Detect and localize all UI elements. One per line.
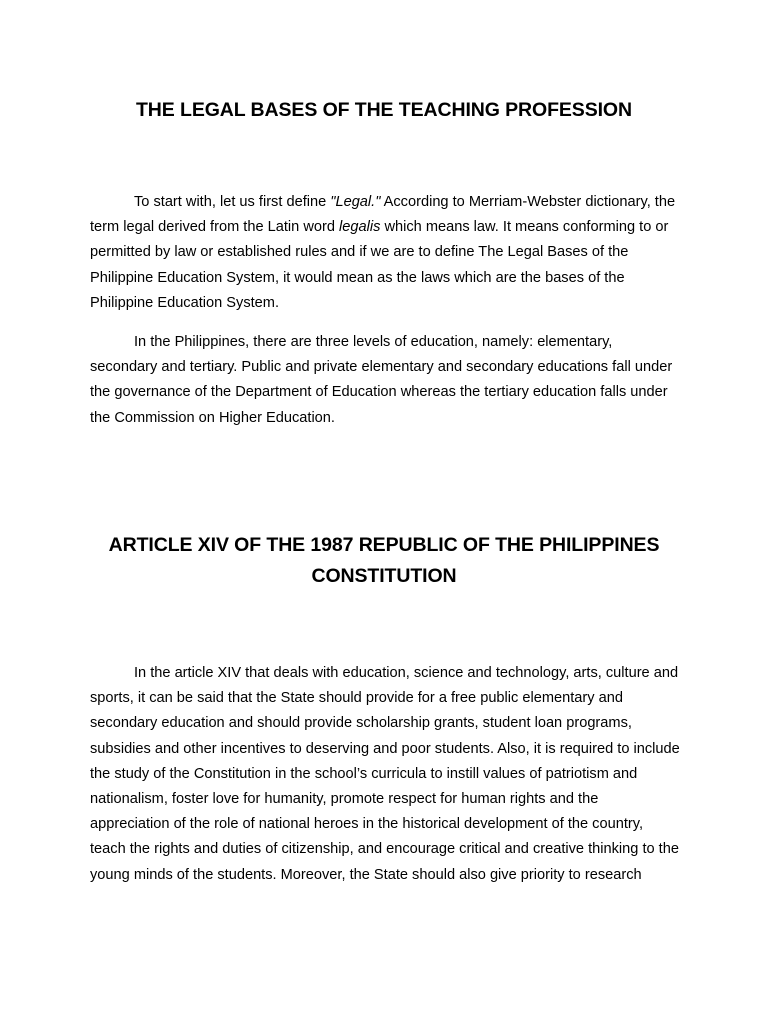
section-heading-line1: ARTICLE XIV OF THE 1987 REPUBLIC OF THE PHILIPPINES: [108, 534, 660, 556]
section-heading-line2: CONSTITUTION: [311, 565, 457, 587]
paragraph-text: According to Merriam-Webster dictionary, the term legal derived from the Latin word: [90, 194, 676, 236]
section-heading: [60, 530, 708, 592]
paragraph-legal-definition: [90, 190, 680, 316]
paragraph-text: To start with, let us first define: [134, 194, 331, 210]
latin-word: legalis: [339, 219, 381, 236]
legal-term: "Legal.": [330, 194, 381, 210]
paragraph-article-xiv: In the article XIV that deals with education, science and technology, arts, culture and sports, it can be said that the State should provide for a free public elementary and secondary education and should provide scholarship grants, student loan programs, subsidies and other incentives to deserving and poor students. Also, it is required to include the study of the Constitution in the school’s curricula to instill values of patriotism and nationalism, foster love for humanity, promote respect for human rights and the appreciation of the role of national heroes in the historical development of the country, teach the rights and duties of citizenship, and encourage critical and creative thinking to the young minds of the students. Moreover, the State should also give priority to research: [90, 665, 680, 883]
paragraph-text: which means law. It means conforming to or permitted by law or established rules and if we are to define The Legal Bases of the Philippine Education System, it would mean as the laws which are the bases of the Philippine Education System.: [90, 219, 669, 311]
paragraph-education-levels: In the Philippines, there are three levels of education, namely: elementary, secondary and tertiary. Public and private elementary and secondary educations fall under the governance of the Department of Education whereas the tertiary education falls under the Commission on Higher Education.: [90, 334, 673, 426]
document-title: THE LEGAL BASES OF THE TEACHING PROFESSION: [136, 99, 632, 121]
